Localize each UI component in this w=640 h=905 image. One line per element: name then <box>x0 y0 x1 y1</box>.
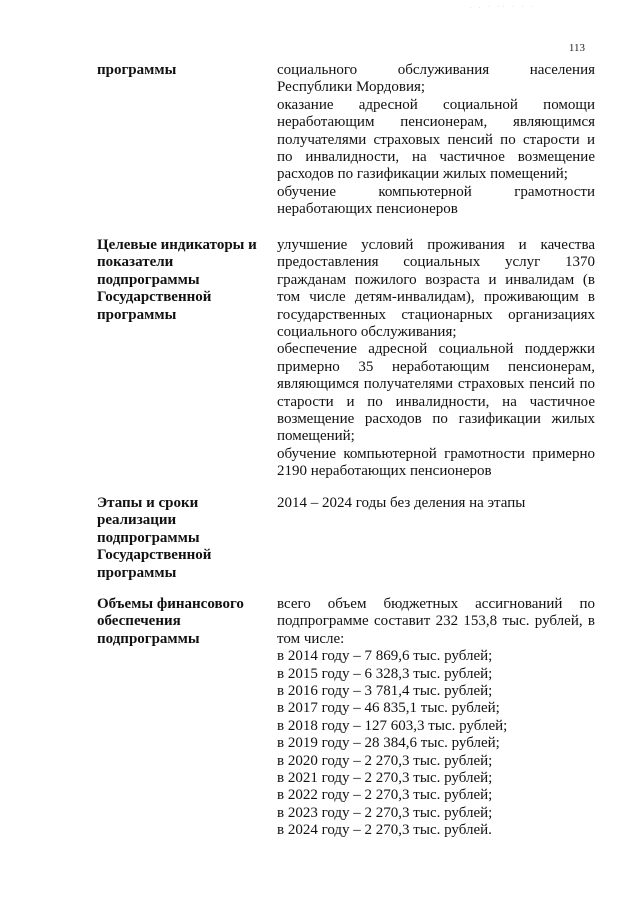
row-label-continuation: программы <box>97 62 177 78</box>
budget-year-line: в 2016 году – 3 781,4 тыс. рублей; <box>277 683 493 700</box>
paragraph: обеспечение адресной социальной поддержки примерно 35 неработающим пенсионерам, являющимся получателями страховых пенсий по старости и по инвалидности, на частичное возмещение расходов по газификации жилых помещений; <box>277 341 595 445</box>
budget-year-line: в 2015 году – 6 328,3 тыс. рублей; <box>277 665 493 682</box>
funding-intro: всего объем бюджетных ассигнований по подпрограмме составит 232 153,8 тыс. рублей, в том числе: <box>277 596 595 647</box>
paragraph: оказание адресной социальной помощи неработающим пенсионерам, являющимся получателями страховых пенсий по старости и по инвалидности, на частичное возмещение расходов по газификации жилых помещений; <box>277 96 595 183</box>
budget-year-line: в 2014 году – 7 869,6 тыс. рублей; <box>277 648 493 665</box>
budget-year-line: в 2018 году – 127 603,3 тыс. рублей; <box>277 717 508 734</box>
budget-year-line: в 2022 году – 2 270,3 тыс. рублей; <box>277 787 493 804</box>
page-number: 113 <box>568 42 585 54</box>
row-content-continuation <box>277 62 595 219</box>
row-content-stages <box>277 495 595 512</box>
budget-year-line: в 2019 году – 28 384,6 тыс. рублей; <box>277 735 500 752</box>
budget-year-line: в 2017 году – 46 835,1 тыс. рублей; <box>277 700 500 717</box>
row-label-funding: Объемы финансового обеспечения подпрограммы <box>97 596 244 647</box>
scan-mark: . . · ·· · · · <box>470 4 536 10</box>
budget-year-line: в 2024 году – 2 270,3 тыс. рублей. <box>277 822 492 839</box>
budget-year-line: в 2021 году – 2 270,3 тыс. рублей; <box>277 770 493 787</box>
stages-text: 2014 – 2024 годы без деления на этапы <box>277 495 526 511</box>
budget-year-line: в 2020 году – 2 270,3 тыс. рублей; <box>277 752 493 769</box>
paragraph: обучение компьютерной грамотности неработающих пенсионеров <box>277 183 595 218</box>
paragraph: социального обслуживания населения Республики Мордовия; <box>277 62 595 96</box>
row-content-indicators <box>277 237 595 481</box>
budget-year-line: в 2023 году – 2 270,3 тыс. рублей; <box>277 804 493 821</box>
paragraph: улучшение условий проживания и качества предоставления социальных услуг 1370 гражданам пожилого возраста и инвалидам (в том числе детям-инвалидам), проживающим в государственных стационарных организациях социального обслуживания; <box>277 237 595 341</box>
paragraph: обучение компьютерной грамотности примерно 2190 неработающих пенсионеров <box>277 445 595 480</box>
row-label-stages: Этапы и сроки реализации подпрограммы Государственной программы <box>97 495 212 581</box>
row-label-indicators: Целевые индикаторы и показатели подпрограммы Государственной программы <box>97 237 257 323</box>
row-content-funding <box>277 596 595 840</box>
